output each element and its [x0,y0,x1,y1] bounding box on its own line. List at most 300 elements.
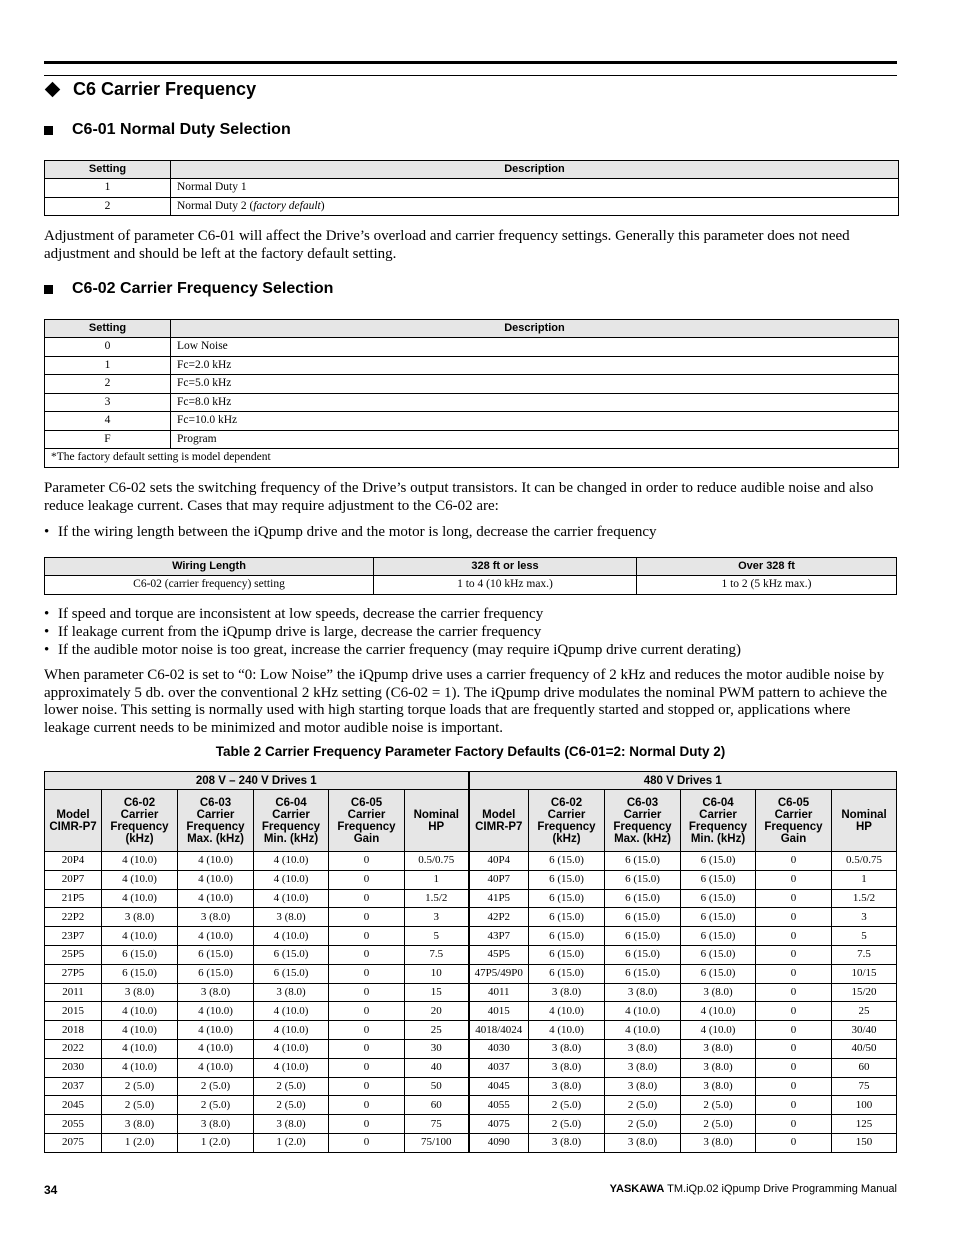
column-header-line: CIMR-P7 [475,820,523,833]
table-row [45,983,897,1002]
table-note-row [45,449,899,468]
column-header-row [45,790,897,852]
table-cell: 0 [329,1058,405,1077]
table-cell: 3 (8.0) [178,983,254,1002]
table-cell: 1.5/2 [832,889,897,908]
table-cell: 2 [45,375,171,394]
table-cell: 6 (15.0) [529,964,605,983]
table-cell: 4030 [469,1039,529,1058]
table-cell: 40/50 [832,1039,897,1058]
table-cell: 30 [405,1039,469,1058]
c6-01-table [44,160,899,216]
subheading-c6-01 [44,121,291,139]
table-cell: 1 (2.0) [178,1133,254,1152]
table-cell: 150 [832,1133,897,1152]
footer-brand: YASKAWA [609,1183,665,1195]
table-cell: 0 [45,338,171,357]
table-cell: 0 [756,927,832,946]
group-header-480v: 480 V Drives 1 [469,772,897,790]
table-cell: 4 (10.0) [102,889,178,908]
column-header [756,790,832,852]
table-cell: 3 [832,908,897,927]
table-cell: 1 (2.0) [254,1133,329,1152]
table-cell: 20P4 [45,852,102,871]
table-cell: 3 (8.0) [605,1077,681,1096]
table-cell: 75 [405,1115,469,1134]
table-row [45,964,897,983]
table-row [45,1021,897,1040]
table-cell: 15/20 [832,983,897,1002]
column-header-line: Min. (kHz) [263,832,319,845]
table-cell: 4 (10.0) [254,1039,329,1058]
footer-manual-title [610,1183,897,1195]
table-cell [171,197,899,216]
table-row [45,1096,897,1115]
table-cell: 0 [329,908,405,927]
table-cell: 10/15 [832,964,897,983]
table-cell: 4 (10.0) [529,1002,605,1021]
table-cell: 6 (15.0) [605,870,681,889]
table-cell: 0 [329,1133,405,1152]
table-cell: 0.5/0.75 [832,852,897,871]
column-header [832,790,897,852]
table-cell: 0 [329,870,405,889]
table-row [45,1133,897,1152]
table-header: 328 ft or less [374,558,637,576]
table-cell: 47P5/49P0 [469,964,529,983]
table-cell: 4090 [469,1133,529,1152]
column-header-line: C6-02 [550,796,583,809]
table-cell: 4 (10.0) [178,927,254,946]
diamond-bullet-icon [45,82,61,98]
column-header-line: Frequency [337,820,396,833]
table-cell: 6 (15.0) [681,945,756,964]
table-cell: 6 (15.0) [529,945,605,964]
table-row [45,338,899,357]
table-cell: 5 [832,927,897,946]
table-cell: 6 (15.0) [605,852,681,871]
cell-text-tail: ) [320,199,325,212]
table-cell: 1 to 4 (10 kHz max.) [374,576,637,595]
table-row [45,576,897,595]
table-row [45,1002,897,1021]
table-cell: 4 (10.0) [102,1039,178,1058]
table-cell: 2015 [45,1002,102,1021]
column-header [178,790,254,852]
table-row [45,852,897,871]
table-cell: 0 [329,964,405,983]
column-header-line: Frequency [186,820,245,833]
table-row [45,412,899,431]
table-cell: 4 (10.0) [178,870,254,889]
table-cell: 4018/4024 [469,1021,529,1040]
table-cell: 4 (10.0) [681,1021,756,1040]
table-cell: 4 (10.0) [178,1058,254,1077]
table-cell: 2 (5.0) [178,1096,254,1115]
table-cell: 6 (15.0) [605,927,681,946]
footer-manual-name: TM.iQp.02 iQpump Drive Programming Manual [667,1183,897,1195]
table-cell: 6 (15.0) [529,870,605,889]
table-cell: 0 [329,927,405,946]
column-header-line: C6-03 [199,796,232,809]
table-cell: 3 (8.0) [529,1058,605,1077]
table-cell: 40P4 [469,852,529,871]
table-header: Description [171,161,899,179]
table-cell: 1 (2.0) [102,1133,178,1152]
table-cell: 4 (10.0) [178,852,254,871]
table-cell: 6 (15.0) [178,964,254,983]
table-row [45,1058,897,1077]
table-cell: 3 (8.0) [605,1039,681,1058]
table-cell: 25P5 [45,945,102,964]
column-header-line: Max. (kHz) [187,832,244,845]
column-header-line: Carrier [272,808,310,821]
table-row [45,1077,897,1096]
column-header [329,790,405,852]
table-cell: 4 (10.0) [254,870,329,889]
table-cell: 6 (15.0) [681,870,756,889]
table-cell: Fc=2.0 kHz [171,356,899,375]
table-cell: 2 (5.0) [254,1096,329,1115]
table-cell: 4 (10.0) [254,1021,329,1040]
top-rule [44,61,897,64]
table-cell: 4 (10.0) [529,1021,605,1040]
column-header-line: C6-03 [626,796,659,809]
column-header-line: C6-05 [777,796,810,809]
column-header-line: Frequency [613,820,672,833]
column-header-line: Model [482,808,516,821]
table-cell: 0 [329,1115,405,1134]
table-cell: 3 (8.0) [178,1115,254,1134]
column-header [681,790,756,852]
table-cell: 4 (10.0) [254,927,329,946]
table-cell: 2 (5.0) [605,1115,681,1134]
column-header-line: Frequency [764,820,823,833]
table-cell: 45P5 [469,945,529,964]
table-cell: 4045 [469,1077,529,1096]
table-cell: 2 (5.0) [102,1077,178,1096]
table-cell: 3 (8.0) [178,908,254,927]
table-cell: 0 [756,889,832,908]
table-cell: Fc=10.0 kHz [171,412,899,431]
table-cell: 4 (10.0) [178,1002,254,1021]
column-header [605,790,681,852]
table-cell: 6 (15.0) [605,964,681,983]
table-cell: 2011 [45,983,102,1002]
column-header-line: Carrier [774,808,813,821]
table-row [45,356,899,375]
table-cell: 2 (5.0) [681,1096,756,1115]
list-item: • If the wiring length between the iQpump drive and the motor is long, decrease the carrier frequency [44,523,899,541]
table-cell: 3 (8.0) [681,983,756,1002]
table-cell: 6 (15.0) [681,964,756,983]
table-cell: 6 (15.0) [529,908,605,927]
table-cell: 6 (15.0) [529,852,605,871]
table-cell: 20P7 [45,870,102,889]
table-cell: 6 (15.0) [529,927,605,946]
table-cell: C6-02 (carrier frequency) setting [45,576,374,595]
table-cell: 1 [405,870,469,889]
column-header-line: Gain [353,832,380,845]
table-cell: 1.5/2 [405,889,469,908]
table-cell: 0 [756,1021,832,1040]
table-row [45,197,899,216]
table-cell: 3 (8.0) [102,1115,178,1134]
table-cell: 6 (15.0) [681,852,756,871]
table-cell: 6 (15.0) [605,945,681,964]
column-header-line: C6-04 [275,796,307,809]
table-row [45,1039,897,1058]
table-cell: 4 (10.0) [178,1021,254,1040]
table-cell: Low Noise [171,338,899,357]
table-cell: 0 [756,908,832,927]
paragraph-c6-02: Parameter C6-02 sets the switching frequency of the Drive’s output transistors. It can be changed in order to reduce audible noise and also reduce leakage current. Cases that may require adjustment to the C6-02 are: [44,480,874,514]
table-cell: 0 [329,1002,405,1021]
column-header-line: Nominal [413,808,459,821]
page-number: 34 [44,1183,58,1197]
column-header-line: Frequency [537,820,596,833]
table-cell: 0 [329,889,405,908]
table-cell: 6 (15.0) [681,927,756,946]
table-row [45,945,897,964]
column-header-line: Carrier [347,808,386,821]
table-cell: 25 [832,1002,897,1021]
subheading-c6-01-text: C6-01 Normal Duty Selection [72,121,291,138]
column-header-line: C6-05 [350,796,383,809]
table-cell: 0 [329,1039,405,1058]
table-cell: 0 [756,852,832,871]
table-header: Setting [45,161,171,179]
table-cell: 1 [45,356,171,375]
table-cell: 125 [832,1115,897,1134]
table-cell: 4 (10.0) [254,1058,329,1077]
table-header: Over 328 ft [637,558,897,576]
column-header [254,790,329,852]
table-cell: 10 [405,964,469,983]
table-cell: 2 (5.0) [178,1077,254,1096]
subheading-c6-02 [44,280,333,298]
table-cell: 3 (8.0) [529,1133,605,1152]
table-cell: 2018 [45,1021,102,1040]
table-cell: 15 [405,983,469,1002]
table-cell: Fc=5.0 kHz [171,375,899,394]
table-cell: 0 [756,1096,832,1115]
column-header-line: Carrier [623,808,662,821]
top-thin-rule [44,75,897,76]
column-header-line: CIMR-P7 [49,820,97,833]
table-note: *The factory default setting is model dependent [45,449,899,468]
column-header [102,790,178,852]
column-header-line: Min. (kHz) [690,832,746,845]
table-cell: 3 [405,908,469,927]
table-header: Setting [45,320,171,338]
table-header: Wiring Length [45,558,374,576]
section-heading [44,79,256,100]
table-cell: 27P5 [45,964,102,983]
table-cell: 7.5 [405,945,469,964]
table-cell: 6 (15.0) [102,945,178,964]
table-cell: 2037 [45,1077,102,1096]
table-2-caption: Table 2 Carrier Frequency Parameter Factory Defaults (C6-01=2: Normal Duty 2) [215,744,726,759]
column-header [45,790,102,852]
table-cell: F [45,430,171,449]
column-header [529,790,605,852]
table-cell: 0 [756,1058,832,1077]
table-cell: Fc=8.0 kHz [171,393,899,412]
table-cell: 22P2 [45,908,102,927]
column-header-line: Max. (kHz) [614,832,671,845]
table-cell: 4 (10.0) [254,889,329,908]
table-cell: 75/100 [405,1133,469,1152]
column-header-line: Gain [780,832,807,845]
table-cell: 0 [329,983,405,1002]
table-cell: 2075 [45,1133,102,1152]
table-cell: 4 (10.0) [102,927,178,946]
table-cell: 3 (8.0) [605,1058,681,1077]
table-cell: 6 (15.0) [605,908,681,927]
section-heading-text: C6 Carrier Frequency [73,79,257,99]
table-cell: 0 [756,1039,832,1058]
table-cell: 42P2 [469,908,529,927]
table-cell: 4 (10.0) [102,852,178,871]
column-header-line: HP [428,820,445,833]
group-header-208v: 208 V – 240 V Drives 1 [45,772,469,790]
table-cell: 2022 [45,1039,102,1058]
table-cell: 6 (15.0) [529,889,605,908]
bullet-list-1 [44,523,899,541]
table-cell: 4 (10.0) [178,889,254,908]
table-cell: 3 (8.0) [102,908,178,927]
table-row [45,870,897,889]
table-cell: 6 (15.0) [681,908,756,927]
table-cell: 4011 [469,983,529,1002]
table-cell: 6 (15.0) [605,889,681,908]
column-header-line: HP [856,820,872,833]
table-cell: 0 [756,1115,832,1134]
table-cell: 3 (8.0) [681,1058,756,1077]
square-bullet-icon [44,285,53,294]
table-cell: 2 (5.0) [254,1077,329,1096]
table-cell: 40P7 [469,870,529,889]
table-cell: 4 (10.0) [178,1039,254,1058]
list-item: • If the audible motor noise is too great, increase the carrier frequency (may require iQpump drive current derating) [44,641,899,659]
table-cell: 0 [329,1096,405,1115]
table-cell: 25 [405,1021,469,1040]
table-cell: 7.5 [832,945,897,964]
table-cell: 6 (15.0) [254,945,329,964]
subheading-c6-02-text: C6-02 Carrier Frequency Selection [72,280,334,297]
table-row [45,889,897,908]
table-cell: 3 (8.0) [529,1077,605,1096]
bullet-list-2 [44,605,899,659]
column-header [469,790,529,852]
table-cell: 4 (10.0) [254,852,329,871]
table-row [45,375,899,394]
table-cell: 60 [405,1096,469,1115]
table-cell: 4 (10.0) [605,1002,681,1021]
table-cell: 2 [45,197,171,216]
table-header: Description [171,320,899,338]
column-header-line: Carrier [120,808,159,821]
table-cell: 4075 [469,1115,529,1134]
list-item: • If leakage current from the iQpump drive is large, decrease the carrier frequency [44,623,899,641]
table-cell: 4 (10.0) [102,1058,178,1077]
table-cell: 6 (15.0) [681,889,756,908]
table-cell: 4 (10.0) [102,870,178,889]
table-cell: 0 [329,1021,405,1040]
list-item: • If speed and torque are inconsistent at low speeds, decrease the carrier frequency [44,605,899,623]
table-cell: 0 [329,852,405,871]
paragraph-c6-01: Adjustment of parameter C6-01 will affect the Drive’s overload and carrier frequency settings. Generally this parameter does not need adjustment and should be left at the factory default setting. [44,228,850,262]
table-cell: 30/40 [832,1021,897,1040]
column-header-line: Carrier [196,808,235,821]
table-cell: 60 [832,1058,897,1077]
table-cell: 0 [329,1077,405,1096]
column-header-line: Frequency [110,820,169,833]
table-cell: 0 [756,1002,832,1021]
table-cell: 5 [405,927,469,946]
table-row [45,430,899,449]
table-cell: 4 (10.0) [254,1002,329,1021]
table-cell: 3 (8.0) [605,983,681,1002]
table-cell: Program [171,430,899,449]
table-cell: 3 [45,393,171,412]
table-cell: 3 (8.0) [529,983,605,1002]
table-cell: 4 (10.0) [102,1002,178,1021]
c6-02-table [44,319,899,468]
carrier-frequency-defaults-table [44,771,897,1153]
table-cell: 0 [756,870,832,889]
column-header-line: C6-04 [702,796,734,809]
table-cell: 4 (10.0) [102,1021,178,1040]
table-cell: 0 [756,983,832,1002]
table-cell: 2 (5.0) [681,1115,756,1134]
table-row [45,927,897,946]
column-header-line: Frequency [688,820,748,833]
table-row [45,179,899,198]
table-cell: 6 (15.0) [254,964,329,983]
column-header-line: Frequency [261,820,321,833]
table-cell: 100 [832,1096,897,1115]
table-cell: 6 (15.0) [102,964,178,983]
column-header-line: (kHz) [552,832,581,845]
cell-italic-text: factory default [253,199,321,212]
table-row [45,393,899,412]
table-cell: 4015 [469,1002,529,1021]
column-header-line: Model [56,808,90,821]
table-cell: 50 [405,1077,469,1096]
table-cell: 23P7 [45,927,102,946]
table-cell: 4 (10.0) [681,1002,756,1021]
table-body [45,852,897,1153]
table-cell: 2 (5.0) [605,1096,681,1115]
wiring-length-table [44,557,897,595]
table-cell: 20 [405,1002,469,1021]
cell-text: Normal Duty 2 ( [177,199,254,212]
column-header-line: Carrier [699,808,737,821]
table-cell: 2045 [45,1096,102,1115]
table-cell: 3 (8.0) [681,1039,756,1058]
table-cell: 0 [756,1133,832,1152]
table-cell: 3 (8.0) [529,1039,605,1058]
square-bullet-icon [44,126,53,135]
column-header-line: Carrier [547,808,586,821]
table-cell: 2 (5.0) [529,1115,605,1134]
paragraph-low-noise: When parameter C6-02 is set to “0: Low Noise” the iQpump drive uses a carrier frequency of 2 kHz and reduces the motor audible noise by approximately 5 db. over the conventional 2 kHz setting (C6-02 = 1). The iQpump drive modulates the nominal PWM pattern to achieve the lower noise. This setting is normally used with high starting torque loads that are frequently started and stopped or, applications where leakage current needs to be minimized and motor audible noise is important. [44,667,887,736]
column-header [405,790,469,852]
table-cell: 0 [329,945,405,964]
table-cell: 4055 [469,1096,529,1115]
